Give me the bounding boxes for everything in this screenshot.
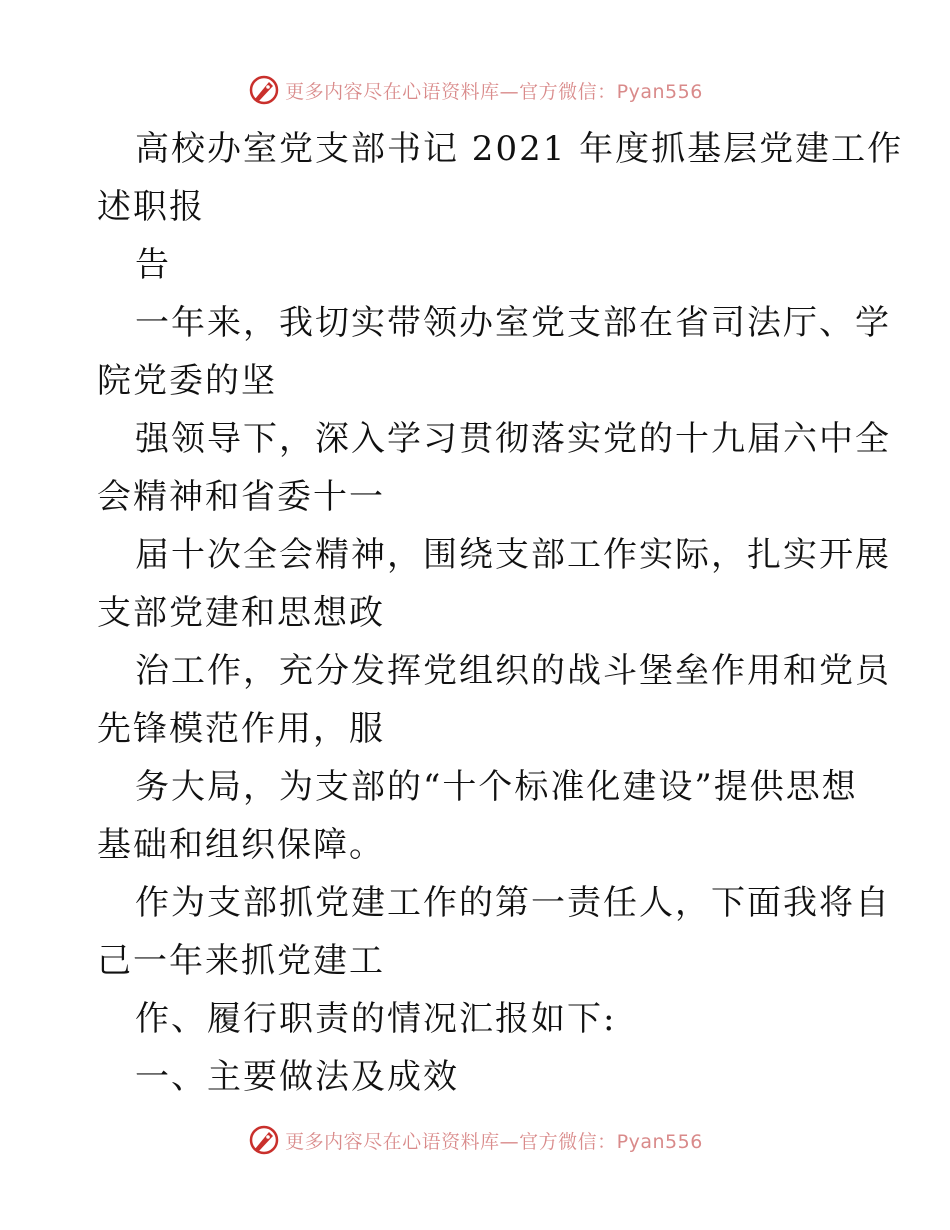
paragraph-line: 作、履行职责的情况汇报如下: bbox=[135, 999, 617, 1039]
document-body bbox=[97, 120, 904, 1106]
paragraph-line: 己一年来抓党建工 bbox=[97, 941, 385, 981]
paragraph-line: 高校办室党支部书记 2021 年度抓基层党建工作 bbox=[135, 129, 904, 169]
paragraph-line: 先锋模范作用，服 bbox=[97, 709, 385, 749]
paragraph-line: 基础和组织保障。 bbox=[97, 825, 385, 865]
watermark-banner-bottom bbox=[0, 1120, 950, 1160]
pen-nib-logo-icon bbox=[247, 73, 281, 107]
paragraph-line: 支部党建和思想政 bbox=[97, 593, 385, 633]
paragraph-line: 务大局，为支部的“十个标准化建设”提供思想 bbox=[135, 767, 858, 807]
watermark-text: 更多内容尽在心语资料库—官方微信：Pyan556 bbox=[285, 80, 703, 103]
paragraph-line: 一、主要做法及成效 bbox=[135, 1057, 459, 1097]
pen-nib-logo-icon bbox=[247, 1123, 281, 1157]
paragraph-line: 会精神和省委十一 bbox=[97, 477, 385, 517]
paragraph-line: 强领导下，深入学习贯彻落实党的十九届六中全 bbox=[135, 419, 891, 459]
paragraph-line: 治工作，充分发挥党组织的战斗堡垒作用和党员 bbox=[135, 651, 891, 691]
paragraph-line: 院党委的坚 bbox=[97, 361, 277, 401]
paragraph-line: 届十次全会精神，围绕支部工作实际，扎实开展 bbox=[135, 535, 891, 575]
paragraph-line: 一年来，我切实带领办室党支部在省司法厅、学 bbox=[135, 303, 891, 343]
watermark-text: 更多内容尽在心语资料库—官方微信：Pyan556 bbox=[285, 1130, 703, 1153]
paragraph-line: 述职报 bbox=[97, 187, 205, 227]
watermark-banner-top bbox=[0, 70, 950, 110]
paragraph-line: 告 bbox=[135, 245, 171, 285]
paragraph-line: 作为支部抓党建工作的第一责任人，下面我将自 bbox=[135, 883, 891, 923]
